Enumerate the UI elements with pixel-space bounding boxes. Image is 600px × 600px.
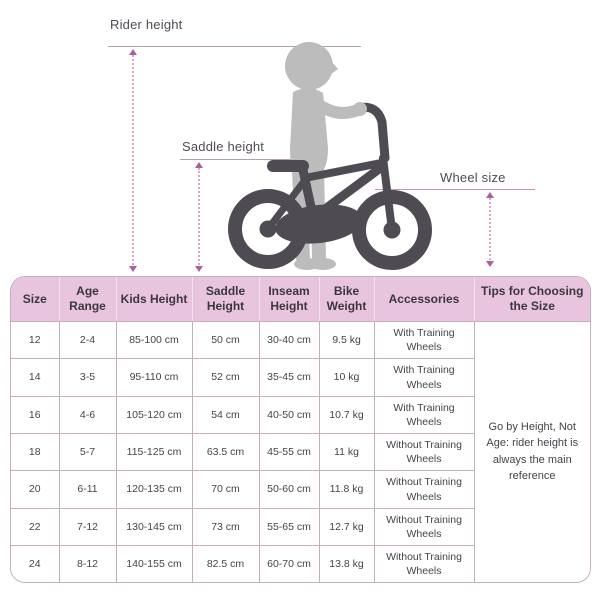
wheel-size-dashed-line [489,198,491,260]
column-header-inseam-height: Inseam Height [259,277,319,322]
rider-height-dashed-line [132,55,134,265]
table-cell: 73 cm [192,508,259,545]
table-cell: 4-6 [59,396,116,433]
table-cell: 55-65 cm [259,508,319,545]
table-cell: 22 [11,508,59,545]
table-cell: 6-11 [59,471,116,508]
table-cell: 70 cm [192,471,259,508]
table-cell: 50 cm [192,322,259,359]
size-table-grid [11,277,590,583]
table-cell: 52 cm [192,359,259,396]
size-table [10,276,591,583]
table-cell: 16 [11,396,59,433]
table-cell: With Training Wheels [374,322,474,359]
table-cell: 63.5 cm [192,434,259,471]
table-cell: 54 cm [192,396,259,433]
saddle-height-label: Saddle height [182,139,265,154]
table-cell: 130-145 cm [116,508,192,545]
saddle-height-dashed-line [198,168,200,265]
table-cell: 50-60 cm [259,471,319,508]
table-cell: Without Training Wheels [374,434,474,471]
child-arm [318,102,367,116]
table-cell: 115-125 cm [116,434,192,471]
table-cell: 35-45 cm [259,359,319,396]
column-header-accessories: Accessories [374,277,474,322]
table-cell: Without Training Wheels [374,546,474,583]
table-cell: Without Training Wheels [374,508,474,545]
table-cell: 14 [11,359,59,396]
column-header-size: Size [11,277,59,322]
table-cell: 24 [11,546,59,583]
bike-size-diagram [0,0,600,276]
table-cell: 11 kg [319,434,374,471]
table-cell: 3-5 [59,359,116,396]
wheel-size-label: Wheel size [440,170,506,185]
table-cell: 18 [11,434,59,471]
bike-silhouette [235,107,425,263]
table-cell: 45-55 cm [259,434,319,471]
table-cell: 82.5 cm [192,546,259,583]
wheel-size-arrow-down-icon [486,261,494,267]
bike-and-child-illustration [215,30,445,275]
table-cell: 7-12 [59,508,116,545]
table-header-row [11,277,590,322]
column-header-kids-height: Kids Height [116,277,192,322]
rider-height-arrow-down-icon [129,266,137,272]
table-cell: 11.8 kg [319,471,374,508]
table-cell: 5-7 [59,434,116,471]
table-cell: 2-4 [59,322,116,359]
column-header-tips: Tips for Choosing the Size [474,277,590,322]
table-cell: 140-155 cm [116,546,192,583]
column-header-bike-weight: Bike Weight [319,277,374,322]
table-cell: 13.8 kg [319,546,374,583]
saddle-height-arrow-down-icon [195,266,203,272]
size-table-body [11,322,590,583]
table-cell: 12.7 kg [319,508,374,545]
table-cell: 8-12 [59,546,116,583]
table-cell: 12 [11,322,59,359]
table-cell: 10.7 kg [319,396,374,433]
table-cell: 120-135 cm [116,471,192,508]
tips-cell: Go by Height, Not Age: rider height is always the main reference [474,322,590,583]
table-cell: 9.5 kg [319,322,374,359]
table-cell: 105-120 cm [116,396,192,433]
table-cell: 85-100 cm [116,322,192,359]
table-row [11,322,590,359]
table-cell: Without Training Wheels [374,471,474,508]
column-header-age-range: Age Range [59,277,116,322]
table-cell: With Training Wheels [374,396,474,433]
table-cell: 10 kg [319,359,374,396]
rider-height-label: Rider height [110,17,183,32]
table-cell: 20 [11,471,59,508]
table-cell: With Training Wheels [374,359,474,396]
table-cell: 40-50 cm [259,396,319,433]
column-header-saddle-height: Saddle Height [192,277,259,322]
table-cell: 95-110 cm [116,359,192,396]
table-cell: 30-40 cm [259,322,319,359]
table-cell: 60-70 cm [259,546,319,583]
